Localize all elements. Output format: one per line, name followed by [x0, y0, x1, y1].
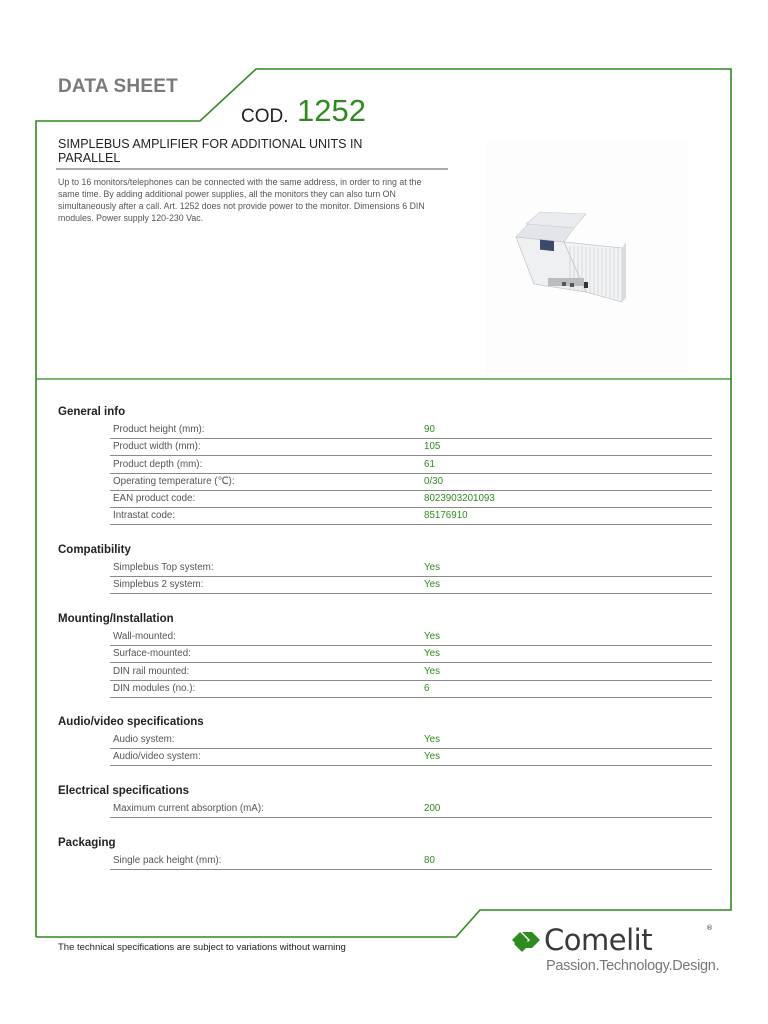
- spec-value: 8023903201093: [424, 493, 495, 504]
- spec-label: Single pack height (mm):: [113, 855, 222, 866]
- spec-value: Yes: [424, 734, 440, 745]
- spec-row: [110, 576, 712, 594]
- spec-row: [110, 456, 712, 474]
- spec-label: Audio/video system:: [113, 751, 201, 762]
- spec-value: 105: [424, 441, 441, 452]
- spec-value: Yes: [424, 631, 440, 642]
- product-description: Up to 16 monitors/telephones can be connected with the same address, in order to ring at the same time. By adding additional power supplies, all the monitors they can also turn ON simultaneously after a call. Art. 1252 does not provide power to the monitor. Dimensions 6 DIN modules. Power supply 120-230 Vac.: [58, 177, 425, 223]
- spec-label: Surface-mounted:: [113, 648, 191, 659]
- spec-row: [110, 731, 712, 749]
- spec-row: [110, 559, 712, 577]
- spec-row: [110, 852, 712, 870]
- spec-row: [110, 507, 712, 525]
- spec-row: [110, 663, 712, 681]
- spec-label: DIN modules (no.):: [113, 683, 196, 694]
- section-title-general-info: General info: [58, 406, 126, 418]
- spec-label: Product height (mm):: [113, 424, 205, 435]
- spec-label: Wall-mounted:: [113, 631, 176, 642]
- spec-value: Yes: [424, 562, 440, 573]
- spec-value: 85176910: [424, 510, 468, 521]
- comelit-tagline: Passion.Technology.Design.: [546, 958, 720, 974]
- section-title-electrical: Electrical specifications: [58, 785, 190, 797]
- spec-label: Product depth (mm):: [113, 459, 203, 470]
- spec-value: Yes: [424, 751, 440, 762]
- spec-row: [110, 438, 712, 456]
- spec-value: 61: [424, 459, 435, 470]
- spec-value: Yes: [424, 666, 440, 677]
- spec-label: Simplebus Top system:: [113, 562, 214, 573]
- data-sheet-title: DATA SHEET: [58, 76, 178, 97]
- section-title-packaging: Packaging: [58, 837, 116, 849]
- product-code-label: COD.: [241, 106, 289, 127]
- spec-value: 6: [424, 683, 430, 694]
- product-title: SIMPLEBUS AMPLIFIER FOR ADDITIONAL UNITS IN PARALLEL: [58, 137, 363, 165]
- product-photo: [486, 142, 688, 378]
- spec-label: Intrastat code:: [113, 510, 176, 521]
- section-title-audio-video: Audio/video specifications: [58, 716, 204, 728]
- spec-row: [110, 748, 712, 766]
- spec-value: Yes: [424, 579, 440, 590]
- registered-icon: ®: [706, 924, 713, 932]
- spec-row: [110, 490, 712, 508]
- spec-label: EAN product code:: [113, 493, 196, 504]
- spec-row: [110, 421, 712, 439]
- spec-label: Maximum current absorption (mA):: [113, 803, 264, 814]
- spec-row: [110, 800, 712, 818]
- spec-label: Audio system:: [113, 734, 175, 745]
- comelit-brand-text: Comelit: [544, 923, 653, 957]
- comelit-logo-mark-icon: [510, 932, 540, 956]
- spec-label: Product width (mm):: [113, 441, 201, 452]
- spec-row: [110, 645, 712, 663]
- section-title-compatibility: Compatibility: [58, 544, 131, 556]
- spec-value: 80: [424, 855, 435, 866]
- product-code-number: 1252: [297, 93, 366, 128]
- footer-disclaimer: The technical specifications are subject to variations without warning: [58, 942, 346, 953]
- spec-value: 0/30: [424, 476, 444, 487]
- spec-row: [110, 473, 712, 491]
- spec-value: Yes: [424, 648, 440, 659]
- spec-row: [110, 680, 712, 698]
- spec-value: 90: [424, 424, 435, 435]
- spec-value: 200: [424, 803, 441, 814]
- section-title-mounting: Mounting/Installation: [58, 613, 174, 625]
- spec-label: Operating temperature (℃):: [113, 476, 235, 487]
- spec-label: DIN rail mounted:: [113, 666, 190, 677]
- spec-label: Simplebus 2 system:: [113, 579, 204, 590]
- comelit-logo: [510, 920, 720, 976]
- spec-row: [110, 628, 712, 646]
